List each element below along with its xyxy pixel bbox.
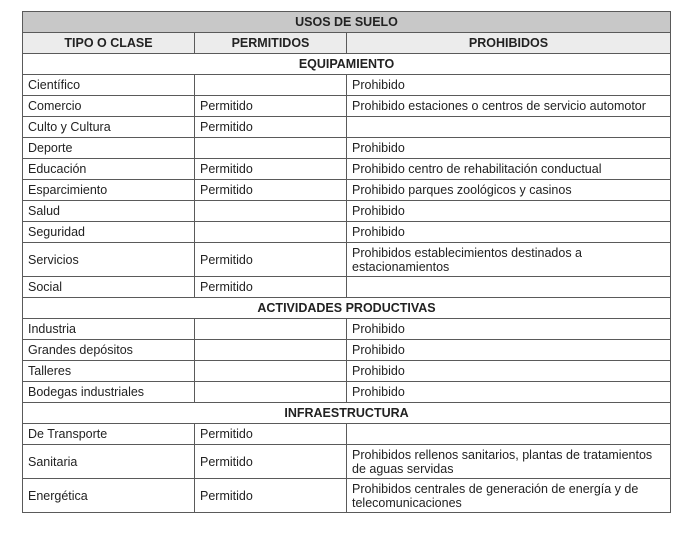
cell-tipo: Grandes depósitos: [23, 340, 195, 361]
column-header-tipo: TIPO O CLASE: [23, 33, 195, 54]
cell-tipo: Educación: [23, 159, 195, 180]
table-title-row: [23, 12, 671, 33]
cell-permitido: [195, 75, 347, 96]
column-header-row: [23, 33, 671, 54]
cell-permitido: [195, 382, 347, 403]
table-row: [23, 479, 671, 513]
cell-prohibido: Prohibido: [347, 201, 671, 222]
cell-permitido: [195, 361, 347, 382]
cell-prohibido: Prohibido: [347, 75, 671, 96]
table-row: [23, 361, 671, 382]
table-row: [23, 424, 671, 445]
section-header: ACTIVIDADES PRODUCTIVAS: [23, 298, 671, 319]
cell-prohibido: Prohibido: [347, 361, 671, 382]
cell-prohibido: Prohibido: [347, 382, 671, 403]
cell-permitido: [195, 138, 347, 159]
cell-permitido: [195, 222, 347, 243]
cell-prohibido: Prohibidos establecimientos destinados a estacionamientos: [347, 243, 671, 277]
table-row: [23, 180, 671, 201]
table-row: [23, 75, 671, 96]
column-header-prohibidos: PROHIBIDOS: [347, 33, 671, 54]
cell-permitido: Permitido: [195, 243, 347, 277]
table-row: [23, 340, 671, 361]
cell-prohibido: Prohibido parques zoológicos y casinos: [347, 180, 671, 201]
cell-tipo: Esparcimiento: [23, 180, 195, 201]
table-body: [23, 54, 671, 513]
cell-permitido: [195, 201, 347, 222]
section-header: EQUIPAMIENTO: [23, 54, 671, 75]
cell-permitido: Permitido: [195, 180, 347, 201]
cell-tipo: Comercio: [23, 96, 195, 117]
table-row: [23, 319, 671, 340]
table-row: [23, 222, 671, 243]
table-row: [23, 96, 671, 117]
cell-tipo: Científico: [23, 75, 195, 96]
cell-tipo: Culto y Cultura: [23, 117, 195, 138]
cell-permitido: [195, 319, 347, 340]
table-row: [23, 277, 671, 298]
cell-permitido: Permitido: [195, 117, 347, 138]
cell-prohibido: Prohibido: [347, 138, 671, 159]
cell-tipo: Energética: [23, 479, 195, 513]
cell-prohibido: [347, 277, 671, 298]
cell-tipo: Deporte: [23, 138, 195, 159]
cell-tipo: Seguridad: [23, 222, 195, 243]
cell-permitido: Permitido: [195, 96, 347, 117]
section-header-row: [23, 298, 671, 319]
table-row: [23, 445, 671, 479]
cell-prohibido: Prohibido: [347, 319, 671, 340]
section-header: INFRAESTRUCTURA: [23, 403, 671, 424]
cell-tipo: De Transporte: [23, 424, 195, 445]
cell-prohibido: Prohibido estaciones o centros de servicio automotor: [347, 96, 671, 117]
cell-prohibido: [347, 424, 671, 445]
table-row: [23, 138, 671, 159]
cell-permitido: [195, 340, 347, 361]
land-use-table: [22, 11, 671, 513]
column-header-permitidos: PERMITIDOS: [195, 33, 347, 54]
cell-tipo: Servicios: [23, 243, 195, 277]
cell-tipo: Talleres: [23, 361, 195, 382]
land-use-table-container: [22, 11, 670, 513]
cell-prohibido: Prohibido: [347, 222, 671, 243]
cell-tipo: Bodegas industriales: [23, 382, 195, 403]
cell-tipo: Salud: [23, 201, 195, 222]
cell-tipo: Industria: [23, 319, 195, 340]
section-header-row: [23, 54, 671, 75]
cell-permitido: Permitido: [195, 445, 347, 479]
table-title: USOS DE SUELO: [23, 12, 671, 33]
cell-prohibido: Prohibidos centrales de generación de energía y de telecomunicaciones: [347, 479, 671, 513]
table-row: [23, 117, 671, 138]
cell-prohibido: Prohibido centro de rehabilitación conductual: [347, 159, 671, 180]
section-header-row: [23, 403, 671, 424]
cell-tipo: Social: [23, 277, 195, 298]
table-row: [23, 201, 671, 222]
cell-permitido: Permitido: [195, 277, 347, 298]
table-row: [23, 243, 671, 277]
cell-permitido: Permitido: [195, 479, 347, 513]
cell-tipo: Sanitaria: [23, 445, 195, 479]
cell-prohibido: [347, 117, 671, 138]
table-row: [23, 382, 671, 403]
cell-prohibido: Prohibidos rellenos sanitarios, plantas de tratamientos de aguas servidas: [347, 445, 671, 479]
cell-permitido: Permitido: [195, 424, 347, 445]
cell-permitido: Permitido: [195, 159, 347, 180]
table-row: [23, 159, 671, 180]
cell-prohibido: Prohibido: [347, 340, 671, 361]
